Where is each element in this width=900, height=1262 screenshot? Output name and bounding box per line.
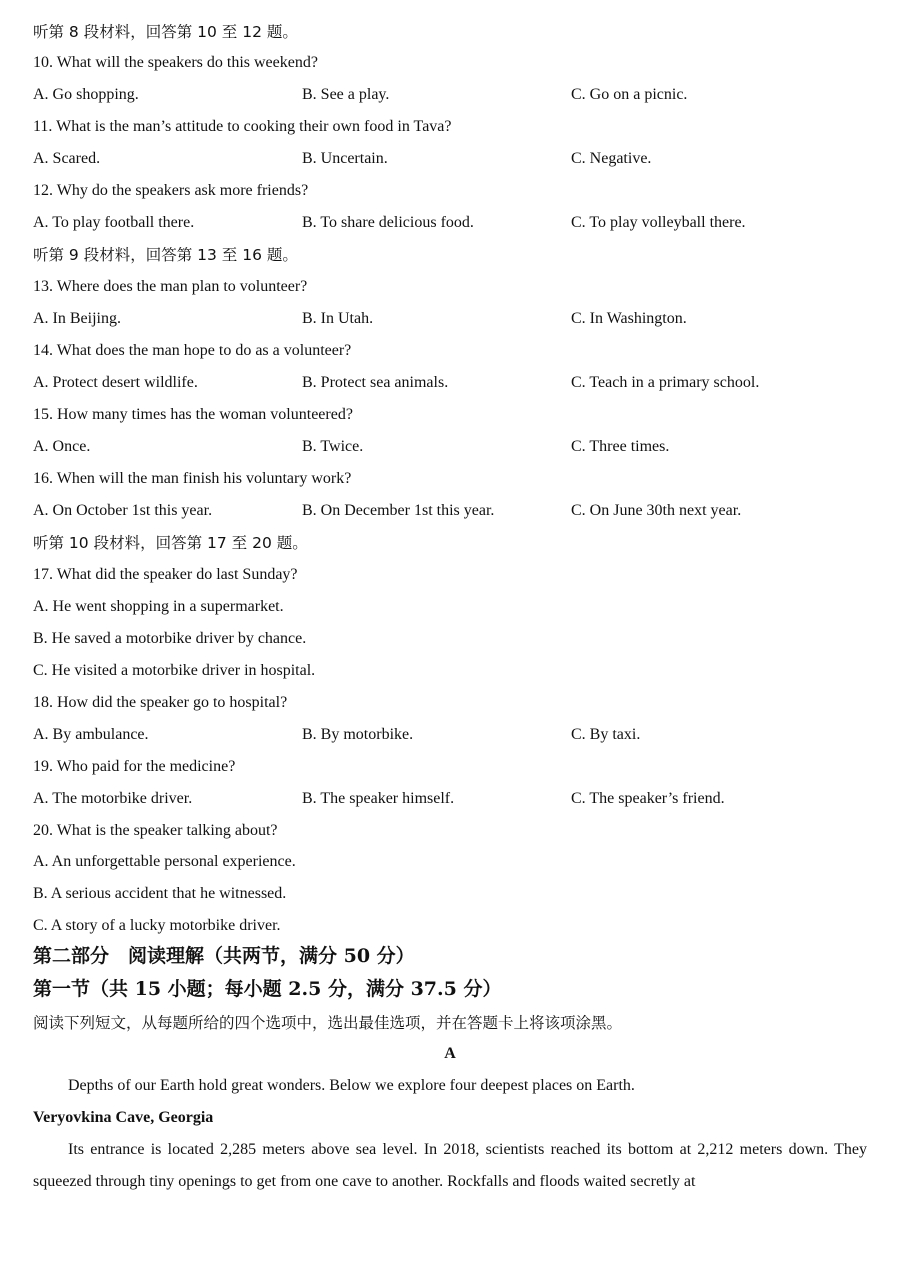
question-15: 15. How many times has the woman volunteered? (33, 406, 353, 423)
question-18: 18. How did the speaker go to hospital? (33, 694, 288, 711)
option-10-b: B. See a play. (302, 86, 390, 103)
option-12-c: C. To play volleyball there. (571, 214, 746, 231)
option-17-b: B. He saved a motorbike driver by chance. (33, 630, 307, 647)
option-16-b: B. On December 1st this year. (302, 502, 495, 519)
option-16-a: A. On October 1st this year. (33, 502, 213, 519)
passage-letter: A (444, 1045, 456, 1062)
reading-instruction: 阅读下列短文，从每题所给的四个选项中，选出最佳选项，并在答题卡上将该项涂黑。 (33, 1014, 623, 1032)
option-14-a: A. Protect desert wildlife. (33, 374, 198, 391)
section-9-heading: 听第 9 段材料，回答第 13 至 16 题。 (33, 246, 298, 264)
option-17-a: A. He went shopping in a supermarket. (33, 598, 284, 615)
option-13-c: C. In Washington. (571, 310, 687, 327)
option-16-c: C. On June 30th next year. (571, 502, 742, 519)
option-10-a: A. Go shopping. (33, 86, 139, 103)
option-18-a: A. By ambulance. (33, 726, 149, 743)
question-13: 13. Where does the man plan to volunteer? (33, 278, 308, 295)
question-12: 12. Why do the speakers ask more friends? (33, 182, 309, 199)
passage-subtitle: Veryovkina Cave, Georgia (33, 1109, 214, 1126)
option-18-b: B. By motorbike. (302, 726, 414, 743)
option-13-a: A. In Beijing. (33, 310, 121, 327)
option-11-c: C. Negative. (571, 150, 652, 167)
option-12-a: A. To play football there. (33, 214, 195, 231)
option-19-c: C. The speaker’s friend. (571, 790, 725, 807)
option-18-c: C. By taxi. (571, 726, 641, 743)
section-8-heading: 听第 8 段材料，回答第 10 至 12 题。 (33, 23, 298, 41)
option-13-b: B. In Utah. (302, 310, 374, 327)
question-16: 16. When will the man finish his voluntary work? (33, 470, 352, 487)
option-17-c: C. He visited a motorbike driver in hospital. (33, 662, 316, 679)
part-2-title: 第二部分 阅读理解（共两节，满分 50 分） (33, 945, 415, 967)
section-1-title: 第一节（共 15 小题；每小题 2.5 分，满分 37.5 分） (33, 978, 502, 1000)
question-17: 17. What did the speaker do last Sunday? (33, 566, 298, 583)
question-11: 11. What is the man’s attitude to cooking their own food in Tava? (33, 118, 452, 135)
question-10: 10. What will the speakers do this weekend? (33, 54, 318, 71)
question-20: 20. What is the speaker talking about? (33, 822, 278, 839)
option-19-a: A. The motorbike driver. (33, 790, 193, 807)
passage-intro: Depths of our Earth hold great wonders. Below we explore four deepest places on Earth. (68, 1077, 635, 1094)
option-14-b: B. Protect sea animals. (302, 374, 449, 391)
option-11-a: A. Scared. (33, 150, 101, 167)
option-19-b: B. The speaker himself. (302, 790, 455, 807)
option-20-b: B. A serious accident that he witnessed. (33, 885, 287, 902)
option-11-b: B. Uncertain. (302, 150, 388, 167)
option-10-c: C. Go on a picnic. (571, 86, 688, 103)
option-20-a: A. An unforgettable personal experience. (33, 853, 296, 870)
option-15-a: A. Once. (33, 438, 91, 455)
question-14: 14. What does the man hope to do as a volunteer? (33, 342, 352, 359)
question-19: 19. Who paid for the medicine? (33, 758, 236, 775)
option-15-c: C. Three times. (571, 438, 670, 455)
option-14-c: C. Teach in a primary school. (571, 374, 760, 391)
passage-paragraph-1: Its entrance is located 2,285 meters above sea level. In 2018, scientists reached its bottom at 2,212 meters down. They squeezed through tiny openings to get from one cave to another. Rockfalls and floods waited secretly at (33, 1141, 867, 1190)
section-10-heading: 听第 10 段材料，回答第 17 至 20 题。 (33, 534, 308, 552)
option-20-c: C. A story of a lucky motorbike driver. (33, 917, 281, 934)
option-15-b: B. Twice. (302, 438, 364, 455)
option-12-b: B. To share delicious food. (302, 214, 474, 231)
